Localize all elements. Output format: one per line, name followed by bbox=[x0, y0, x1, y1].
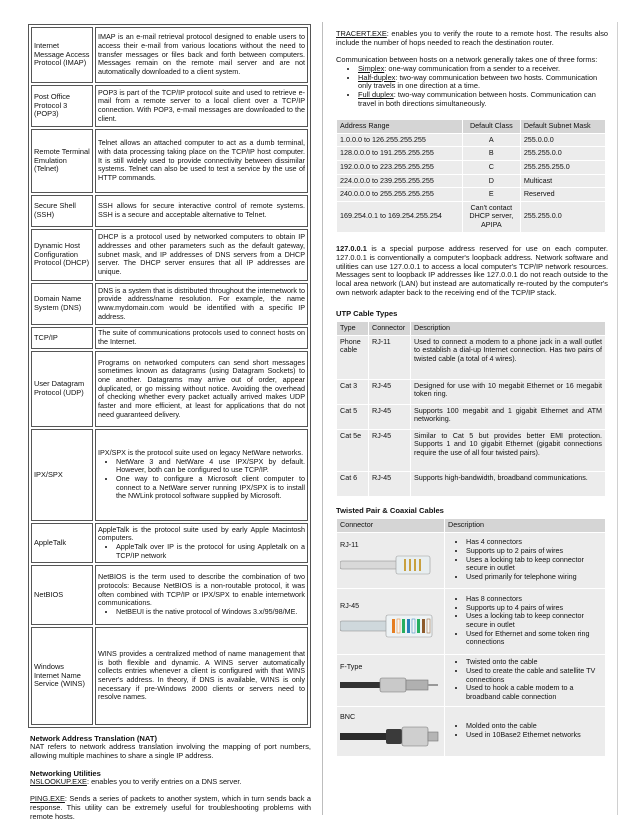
comm-mode-term: Half-duplex bbox=[358, 72, 396, 82]
tracert-term: TRACERT.EXE bbox=[336, 29, 387, 38]
protocol-name: NetBIOS bbox=[31, 565, 93, 625]
table-cell: 128.0.0.0 to 191.255.255.255 bbox=[337, 147, 463, 161]
list-item: • Supports up to 4 pairs of wires bbox=[466, 604, 602, 613]
column-header: Connector bbox=[369, 322, 411, 336]
table-cell: A bbox=[462, 133, 520, 147]
column-header: Description bbox=[445, 518, 606, 532]
table-cell: 255.0.0.0 bbox=[520, 133, 605, 147]
loopback-paragraph bbox=[336, 245, 608, 298]
list-item: • Used to create the cable and satellite TV connections bbox=[466, 667, 602, 684]
ping-text: : Sends a series of packets to another system, which in turn sends back a response. This utility can be extremely useful for troubleshooting problems with remote hosts. bbox=[30, 793, 311, 821]
nat-heading: Network Address Translation (NAT) bbox=[30, 734, 158, 743]
table-cell: Designed for use with 10 megabit Ethernet or 16 megabit token ring. bbox=[411, 379, 606, 404]
table-cell: RJ-45 bbox=[369, 471, 411, 496]
protocol-name: IPX/SPX bbox=[31, 429, 93, 521]
list-item: • Used for Ethernet and some token ring connections bbox=[466, 630, 602, 647]
table-cell: Cat 5 bbox=[337, 404, 369, 429]
connector-cell bbox=[337, 654, 445, 706]
bnc-connector-image bbox=[340, 723, 440, 749]
table-cell: D bbox=[462, 174, 520, 188]
table-row bbox=[31, 429, 308, 521]
protocol-table bbox=[28, 24, 311, 728]
table-cell: Cat 6 bbox=[337, 471, 369, 496]
table-cell: Cat 5e bbox=[337, 429, 369, 471]
table-cell: Cat 3 bbox=[337, 379, 369, 404]
table-row bbox=[337, 404, 606, 429]
protocol-description: The suite of communications protocols used to connect hosts on the Internet. bbox=[95, 327, 308, 349]
table-row bbox=[31, 627, 308, 725]
connector-name: RJ-11 bbox=[340, 539, 359, 549]
list-item: • Twisted onto the cable bbox=[466, 658, 602, 667]
table-row bbox=[337, 706, 606, 756]
list-item: • Used in 10Base2 Ethernet networks bbox=[466, 731, 602, 740]
table-cell: Used to connect a modem to a phone jack in a wall outlet to establish a dial-up Internet connection. Has two pairs of twisted cable (a total of 4 wires). bbox=[411, 335, 606, 379]
table-cell: 255.255.0.0 bbox=[520, 201, 605, 232]
description-cell bbox=[445, 532, 606, 588]
tracert-entry bbox=[336, 30, 608, 48]
protocol-description: WINS provides a centralized method of name management that is both flexible and dynamic. A WINS server automatically collects entries whenever a client is configured with that WINS server's address. In theory, if DNS is available, WINS is only necessary if pre-Windows 2000 clients or servers need to resolve names. bbox=[95, 627, 308, 725]
table-row bbox=[337, 188, 606, 202]
utp-cable-table bbox=[336, 321, 606, 497]
table-row bbox=[31, 351, 308, 427]
ping-term: PING.EXE bbox=[30, 793, 65, 803]
list-item: • Molded onto the cable bbox=[466, 722, 602, 731]
description-cell bbox=[445, 588, 606, 654]
rj11-connector-image bbox=[340, 551, 440, 579]
comm-mode-text: : one-way communication from a sender to a receiver. bbox=[384, 63, 561, 73]
table-header-row bbox=[337, 518, 606, 532]
column-divider bbox=[322, 22, 323, 815]
connector-cell bbox=[337, 706, 445, 756]
table-cell: Can't contact DHCP server, APIPA bbox=[462, 201, 520, 232]
address-class-table bbox=[336, 119, 606, 233]
connector-name: RJ-45 bbox=[340, 600, 360, 610]
table-cell: E bbox=[462, 188, 520, 202]
loopback-text: is a special purpose address reserved for use on each computer. 127.0.0.1 is conventionally a computer's loopback address. Network software and utilities can use 127.0.0.1 to access a local computer's TCP/IP network resources. Messages sent to loopback IP addresses like 127.0.0.1 do not reach outside to the local area network (LAN) but instead are automatically re-routed by the computer's own network adapter back to the receiving end of the TCP/IP stack. bbox=[336, 243, 608, 298]
table-cell: RJ-45 bbox=[369, 379, 411, 404]
column-header: Default Subnet Mask bbox=[520, 120, 605, 134]
protocol-name: Remote Terminal Emulation (Telnet) bbox=[31, 129, 93, 193]
list-item: • Supports up to 2 pairs of wires bbox=[466, 547, 602, 556]
table-cell: Supports high-bandwidth, broadband communications. bbox=[411, 471, 606, 496]
column-header: Default Class bbox=[462, 120, 520, 134]
list-item: • Uses a locking tab to keep connector secure in outlet bbox=[466, 612, 602, 629]
protocol-description: POP3 is part of the TCP/IP protocol suite and used to retrieve e-mail from a remote server to a local client over a TCP/IP connection. With POP3, e-mail messages are downloaded to the client. bbox=[95, 85, 308, 127]
protocol-description: DHCP is a protocol used by networked computers to obtain IP addresses and other parameters such as the default gateway, subnet mask, and IP addresses of DNS servers from a DHCP server. The DHCP server ensures that all IP addresses are unique. bbox=[95, 229, 308, 281]
table-row bbox=[31, 27, 308, 83]
column-header: Type bbox=[337, 322, 369, 336]
table-cell: Phone cable bbox=[337, 335, 369, 379]
left-column bbox=[30, 24, 311, 821]
table-row bbox=[337, 429, 606, 471]
tracert-text: : enables you to verify the route to a remote host. The results also include the number of hops needed to reach the destination router. bbox=[336, 29, 608, 47]
table-row bbox=[337, 471, 606, 496]
connector-cell bbox=[337, 532, 445, 588]
protocol-name: Post Office Protocol 3 (POP3) bbox=[31, 85, 93, 127]
table-row bbox=[337, 201, 606, 232]
table-row bbox=[31, 523, 308, 563]
protocol-intro: NetBIOS is the term used to describe the combination of two protocols: Because NetBIOS is a non-routable protocol, it was often combined with TCP/IP or IPX/SPX to enable internetwork communications. bbox=[98, 572, 305, 608]
protocol-name: TCP/IP bbox=[31, 327, 93, 349]
nslookup-entry bbox=[30, 778, 311, 787]
table-cell: RJ-45 bbox=[369, 429, 411, 471]
list-item: • NetBEUI is the native protocol of Windows 3.x/95/98/ME. bbox=[116, 608, 305, 617]
table-header-row bbox=[337, 120, 606, 134]
table-row bbox=[337, 160, 606, 174]
table-row bbox=[31, 565, 308, 625]
table-row bbox=[337, 588, 606, 654]
table-cell: Multicast bbox=[520, 174, 605, 188]
description-cell bbox=[445, 654, 606, 706]
list-item: • Uses a locking tab to keep connector secure in outlet bbox=[466, 556, 602, 573]
protocol-name: Dynamic Host Configuration Protocol (DHCP) bbox=[31, 229, 93, 281]
table-row bbox=[337, 532, 606, 588]
comm-mode-text: : two-way communication between two hosts. Communication only travels in one direction at a time. bbox=[358, 72, 598, 91]
table-row bbox=[31, 85, 308, 127]
table-row bbox=[337, 147, 606, 161]
column-header: Address Range bbox=[337, 120, 463, 134]
nat-text: NAT refers to network address translation involving the mapping of port numbers, allowing multiple machines to share a single IP address. bbox=[30, 742, 311, 760]
utp-heading: UTP Cable Types bbox=[336, 309, 398, 319]
protocol-name: Secure Shell (SSH) bbox=[31, 195, 93, 227]
utilities-heading: Networking Utilities bbox=[30, 768, 101, 778]
f-type-connector-image bbox=[340, 673, 440, 697]
protocol-name: AppleTalk bbox=[31, 523, 93, 563]
table-row bbox=[31, 129, 308, 193]
table-cell: RJ-11 bbox=[369, 335, 411, 379]
protocol-intro: AppleTalk is the protocol suite used by early Apple Macintosh computers. bbox=[98, 524, 305, 543]
page-edge-line bbox=[617, 22, 618, 815]
column-header: Description bbox=[411, 322, 606, 336]
protocol-description bbox=[95, 523, 308, 563]
protocol-description: DNS is a system that is distributed throughout the internetwork to provide address/name resolution. For example, the name www.mydomain.com would be identified with a specific IP address. bbox=[95, 283, 308, 325]
table-row bbox=[337, 335, 606, 379]
table-cell: 192.0.0.0 to 223.255.255.255 bbox=[337, 160, 463, 174]
connector-cell bbox=[337, 588, 445, 654]
table-row bbox=[31, 229, 308, 281]
connector-name: F-Type bbox=[340, 661, 363, 671]
nslookup-text: : enables you to verify entries on a DNS server. bbox=[86, 776, 242, 786]
cable-connector-table bbox=[336, 518, 606, 757]
protocol-description: Programs on networked computers can send short messages sometimes known as datagrams (using Datagram Sockets) to one another. Datagrams may arrive out of order, appear duplicated, or go missing without notice. Avoiding the overhead of checking whether every packet actually arrived makes UDP faster and more efficient, at least for applications that do not need guaranteed delivery. bbox=[95, 351, 308, 427]
table-cell: RJ-45 bbox=[369, 404, 411, 429]
table-row bbox=[337, 379, 606, 404]
table-row bbox=[337, 174, 606, 188]
ping-entry bbox=[30, 795, 311, 822]
rj45-connector-image bbox=[340, 612, 440, 640]
table-row bbox=[337, 654, 606, 706]
table-cell: Similar to Cat 5 but provides better EMI protection. Supports 1 and 10 gigabit Ethernet (gigabit connections require the use of all four twisted pairs). bbox=[411, 429, 606, 471]
protocol-description bbox=[95, 565, 308, 625]
table-cell: Reserved bbox=[520, 188, 605, 202]
table-row bbox=[31, 195, 308, 227]
table-row bbox=[337, 133, 606, 147]
table-cell: 169.254.0.1 to 169.254.255.254 bbox=[337, 201, 463, 232]
list-item bbox=[358, 74, 608, 92]
list-item bbox=[358, 91, 608, 109]
table-row bbox=[31, 327, 308, 349]
list-item: • Has 8 connectors bbox=[466, 595, 602, 604]
connector-name: BNC bbox=[340, 711, 356, 721]
protocol-name: User Datagram Protocol (UDP) bbox=[31, 351, 93, 427]
protocol-name: Internet Message Access Protocol (IMAP) bbox=[31, 27, 93, 83]
table-row bbox=[31, 283, 308, 325]
table-cell: Supports 100 megabit and 1 gigabit Ethernet and ATM networking. bbox=[411, 404, 606, 429]
table-cell: C bbox=[462, 160, 520, 174]
nslookup-term: NSLOOKUP.EXE bbox=[30, 776, 87, 786]
protocol-name: Domain Name System (DNS) bbox=[31, 283, 93, 325]
comm-mode-text: : two-way communication between hosts. Communication can travel in both directions simultaneously. bbox=[358, 90, 596, 109]
protocol-description: SSH allows for secure interactive control of remote systems. SSH is a secure and acceptable alternative to Telnet. bbox=[95, 195, 308, 227]
description-cell bbox=[445, 706, 606, 756]
list-item: • AppleTalk over IP is the protocol for using Appletalk on a TCP/IP network bbox=[116, 543, 305, 560]
protocol-description bbox=[95, 429, 308, 521]
loopback-address: 127.0.0.1 bbox=[336, 243, 367, 253]
list-item: • NetWare 3 and NetWare 4 use IPX/SPX by default. However, both can be configured to use TCP/IP. bbox=[116, 458, 305, 475]
cables-heading: Twisted Pair & Coaxial Cables bbox=[336, 505, 444, 515]
table-cell: 240.0.0.0 to 255.255.255.255 bbox=[337, 188, 463, 202]
table-cell: B bbox=[462, 147, 520, 161]
list-item: • Has 4 connectors bbox=[466, 538, 602, 547]
comm-mode-term: Full duplex bbox=[358, 90, 394, 100]
column-header: Connector bbox=[337, 518, 445, 532]
comm-intro: Communication between hosts on a network generally takes one of three forms: bbox=[336, 54, 598, 64]
list-item: • One way to configure a Microsoft client computer to connect to a NetWare server running IPX/SPX is to install the NWLink protocol software supplied by Microsoft. bbox=[116, 475, 305, 501]
table-cell: 224.0.0.0 to 239.255.255.255 bbox=[337, 174, 463, 188]
list-item: • Used primarily for telephone wiring bbox=[466, 573, 602, 582]
table-header-row bbox=[337, 322, 606, 336]
comm-mode-term: Simplex bbox=[358, 63, 385, 73]
comm-mode-list bbox=[350, 65, 608, 109]
protocol-description: IMAP is an e-mail retrieval protocol designed to enable users to access their e-mail from various locations without the need to transfer messages or files back and forth between computers. Messages remain on the remote mail server and are not automatically downloaded to a client system. bbox=[95, 27, 308, 83]
list-item: • Used to hook a cable modem to a broadband cable connection bbox=[466, 684, 602, 701]
table-cell: 1.0.0.0 to 126.255.255.255 bbox=[337, 133, 463, 147]
protocol-intro: IPX/SPX is the protocol suite used on legacy NetWare networks. bbox=[98, 448, 304, 458]
right-column bbox=[336, 30, 608, 757]
table-cell: 255.255.0.0 bbox=[520, 147, 605, 161]
table-cell: 255.255.255.0 bbox=[520, 160, 605, 174]
protocol-description: Telnet allows an attached computer to act as a dumb terminal, with data processing taking place on the TCP/IP host computer. It is still widely used to provide connectivity between dissimilar systems. Telnet can also be used to test a service by the use of HTTP commands. bbox=[95, 129, 308, 193]
protocol-name: Windows Internet Name Service (WINS) bbox=[31, 627, 93, 725]
